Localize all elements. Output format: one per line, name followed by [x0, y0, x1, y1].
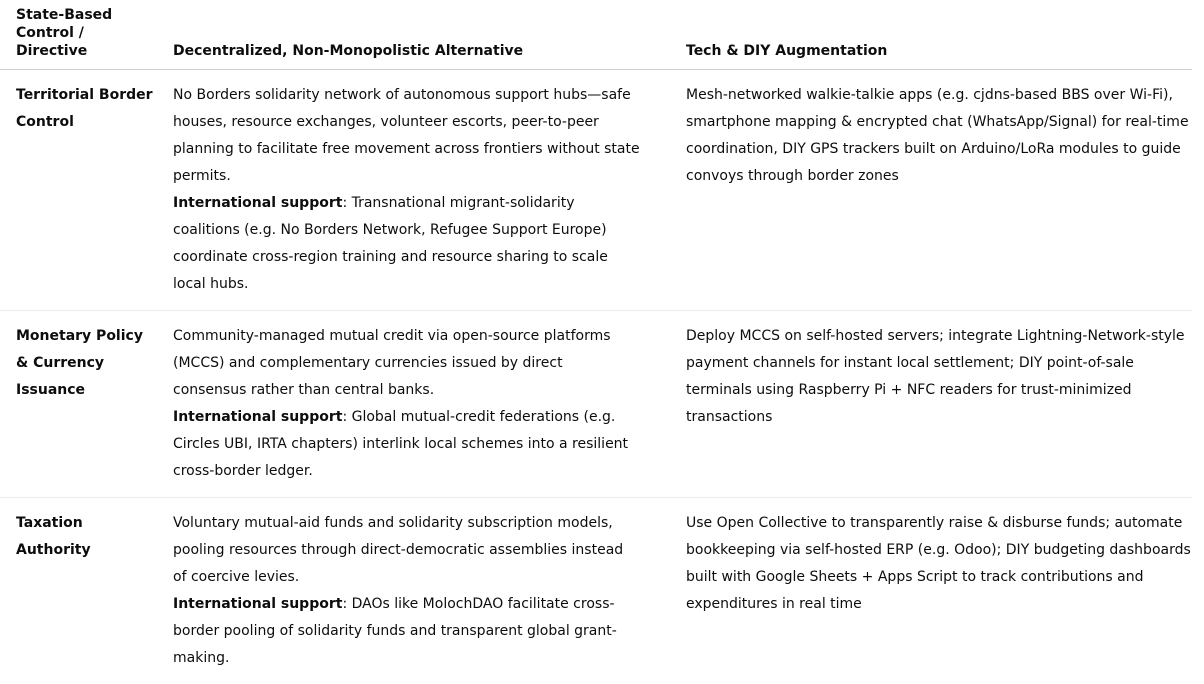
- row-alternative-cell: [157, 498, 670, 684]
- row-tech: Deploy MCCS on self-hosted servers; integrate Lightning-Network-style payment channels for instant local settlement; DIY point-of-sale terminals using Raspberry Pi + NFC readers for trust-minimized transactions: [670, 311, 1192, 498]
- table-row: [0, 70, 1192, 311]
- header-tech: Tech & DIY Augmentation: [670, 0, 1192, 70]
- row-tech: Mesh-networked walkie-talkie apps (e.g. cjdns-based BBS over Wi-Fi), smartphone mapping & encrypted chat (WhatsApp/Signal) for real-time coordination, DIY GPS trackers built on Arduino/LoRa modules to guide convoys through border zones: [670, 70, 1192, 311]
- international-support-text: : Transnational migrant-solidarity coalitions (e.g. No Borders Network, Refugee Support Europe) coordinate cross-region training and resource sharing to scale local hubs.: [173, 195, 608, 292]
- table-row: [0, 311, 1192, 498]
- alternative-text: Voluntary mutual-aid funds and solidarity subscription models, pooling resources through direct-democratic assemblies instead of coercive levies.: [173, 510, 640, 591]
- row-alternative-cell: [157, 70, 670, 311]
- international-support-label: International support: [173, 195, 342, 211]
- international-support: [173, 591, 640, 672]
- header-alternative: Decentralized, Non-Monopolistic Alternative: [157, 0, 670, 70]
- header-directive: State-Based Control / Directive: [0, 0, 157, 70]
- international-support-label: International support: [173, 409, 342, 425]
- table-header-row: [0, 0, 1192, 70]
- row-directive: Territorial Border Control: [0, 70, 157, 311]
- row-directive: Taxation Authority: [0, 498, 157, 684]
- international-support-text: : DAOs like MolochDAO facilitate cross-border pooling of solidarity funds and transparent global grant-making.: [173, 596, 617, 666]
- international-support: [173, 190, 640, 298]
- international-support-text: : Global mutual-credit federations (e.g. Circles UBI, IRTA chapters) interlink local schemes into a resilient cross-border ledger.: [173, 409, 628, 479]
- international-support: [173, 404, 640, 485]
- table-row: [0, 498, 1192, 684]
- row-alternative-cell: [157, 311, 670, 498]
- alternative-text: No Borders solidarity network of autonomous support hubs—safe houses, resource exchanges, volunteer escorts, peer-to-peer planning to facilitate free movement across frontiers without state permits.: [173, 82, 640, 190]
- row-directive: Monetary Policy & Currency Issuance: [0, 311, 157, 498]
- row-tech: Use Open Collective to transparently raise & disburse funds; automate bookkeeping via self-hosted ERP (e.g. Odoo); DIY budgeting dashboards built with Google Sheets + Apps Script to track contributions and expenditures in real time: [670, 498, 1192, 684]
- alternative-text: Community-managed mutual credit via open-source platforms (MCCS) and complementary currencies issued by direct consensus rather than central banks.: [173, 323, 640, 404]
- international-support-label: International support: [173, 596, 342, 612]
